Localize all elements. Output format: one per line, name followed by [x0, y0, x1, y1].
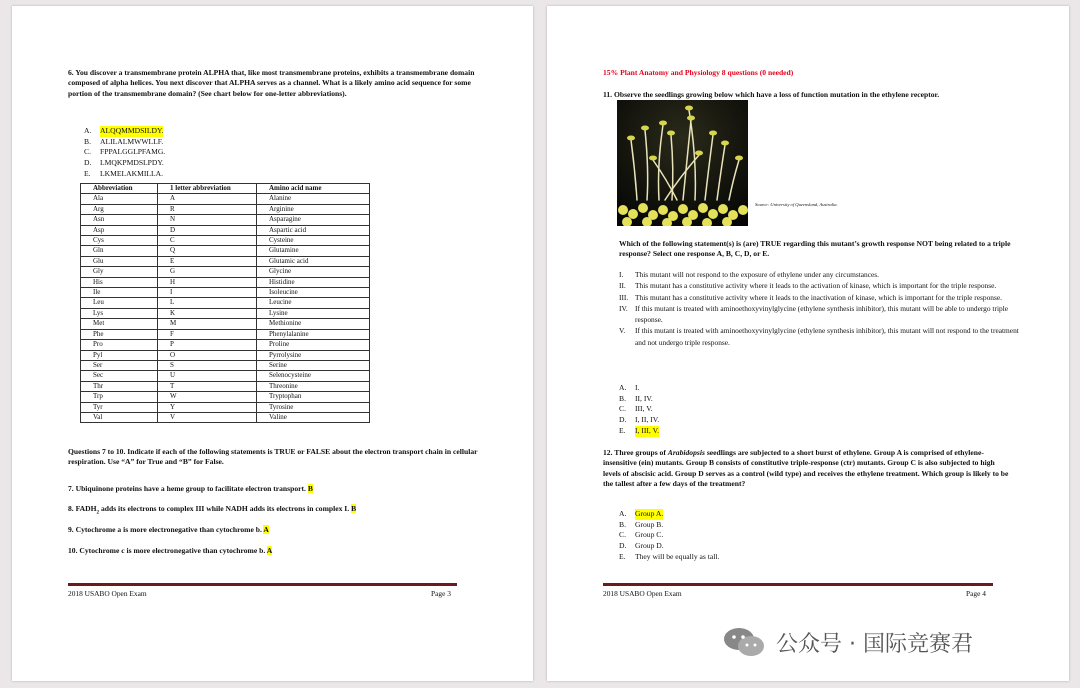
question-10-answer: A [266, 546, 273, 555]
question-6-option [84, 158, 165, 169]
table-cell: Cys [81, 236, 158, 246]
question-12-option-letter: D. [619, 541, 627, 551]
statement-text: This mutant will not respond to the exposure of ethylene under any circumstances. [635, 270, 880, 279]
table-cell: Ala [81, 194, 158, 204]
footer-page-number: Page 3 [431, 589, 451, 598]
table-cell: U [158, 371, 257, 381]
statement-number: V. [619, 326, 626, 336]
question-11-option-letter: B. [619, 393, 626, 403]
table-cell: M [158, 319, 257, 329]
table-cell: Cysteine [257, 236, 370, 246]
page-4 [547, 6, 1069, 681]
table-cell: Glycine [257, 267, 370, 277]
footer-exam-name: 2018 USABO Open Exam [603, 589, 682, 598]
statement-number: III. [619, 292, 629, 302]
table-cell: Glu [81, 256, 158, 266]
question-11-option-text: I, II, IV. [635, 415, 660, 425]
table-cell: A [158, 194, 257, 204]
question-8-text-b: adds its electrons to complex III while NADH adds its electrons in complex I. [99, 504, 350, 513]
table-cell: V [158, 412, 257, 422]
table-cell: O [158, 350, 257, 360]
wechat-icon [722, 626, 766, 658]
table-header-cell: Amino acid name [257, 184, 370, 194]
seedlings-photo [617, 100, 748, 226]
statement-text: If this mutant is treated with aminoethoxyvinylglycine (ethylene synthesis inhibitor), this mutant will be able to undergo triple response. [635, 303, 1009, 325]
question-11-option-text: I, III, V. [635, 425, 659, 435]
statement-number: II. [619, 281, 626, 291]
question-7-text: 7. Ubiquinone proteins have a heme group to facilitate electron transport. [68, 484, 306, 493]
table-row [81, 319, 370, 329]
question-6-option-text: ALILALMWWLLF. [100, 136, 164, 146]
question-12-option-text: They will be equally as tall. [635, 551, 720, 561]
statement-item [619, 303, 1024, 326]
table-row [81, 308, 370, 318]
table-cell: Tyrosine [257, 402, 370, 412]
table-row [81, 225, 370, 235]
table-cell: P [158, 340, 257, 350]
question-6-option-text: ALQQMMDSILDY. [100, 126, 164, 135]
question-12-option-text: Group B. [635, 519, 664, 529]
table-cell: Pyl [81, 350, 158, 360]
table-cell: E [158, 256, 257, 266]
question-11: 11. Observe the seedlings growing below which have a loss of function mutation in the ethylene receptor. [603, 90, 940, 99]
photo-caption: Source: University of Queensland, Australia. [755, 202, 838, 207]
table-cell: Tyr [81, 402, 158, 412]
question-11-option-letter: C. [619, 404, 626, 414]
question-6-text: 6. [68, 68, 74, 77]
question-6-option [84, 137, 165, 148]
table-cell: Lys [81, 308, 158, 318]
question-6-body: You discover a transmembrane protein ALPHA that, like most transmembrane proteins, exhibits a transmembrane domain composed of alpha helices. You next discover that ALPHA serves as a channel. What is a likely amino acid sequence for some portion of the transmembrane domain? (See chart below for one-letter abbreviations). [68, 68, 475, 98]
question-11-option-text: II, IV. [635, 393, 653, 403]
table-cell: Q [158, 246, 257, 256]
table-cell: H [158, 277, 257, 287]
table-cell: N [158, 215, 257, 225]
table-cell: Asp [81, 225, 158, 235]
question-11-options [619, 383, 659, 437]
table-cell: Phe [81, 329, 158, 339]
question-6-option-letter: B. [84, 136, 91, 146]
table-row [81, 246, 370, 256]
table-row [81, 288, 370, 298]
table-cell: Trp [81, 392, 158, 402]
table-row [81, 350, 370, 360]
watermark-text: 公众号 · 国际竞赛君 [776, 631, 973, 657]
table-row [81, 194, 370, 204]
question-11-option-text: III, V. [635, 404, 653, 414]
footer-rule [68, 583, 457, 586]
question-9 [68, 525, 269, 535]
question-12-option-letter: C. [619, 530, 626, 540]
question-6-option-text: FPPALGGLPFAMG. [100, 147, 166, 157]
question-6-option-text: LKMELAKMILLA. [100, 168, 164, 178]
question-11-option [619, 404, 659, 415]
question-6-option-letter: A. [84, 126, 92, 135]
table-cell: Lysine [257, 308, 370, 318]
question-12-option-letter: A. [619, 509, 627, 518]
question-12-options [619, 509, 719, 563]
question-7 [68, 484, 313, 494]
question-11-option-letter: A. [619, 383, 627, 392]
question-11-option [619, 426, 659, 437]
amino-acid-table [80, 183, 370, 423]
table-row [81, 340, 370, 350]
table-row [81, 402, 370, 412]
question-9-text: 9. Cytochrome a is more electronegative than cytochrome b. [68, 525, 262, 534]
table-cell: Glutamine [257, 246, 370, 256]
question-6 [68, 68, 478, 99]
table-row [81, 277, 370, 287]
table-cell: F [158, 329, 257, 339]
footer-rule [603, 583, 993, 586]
table-cell: Ile [81, 288, 158, 298]
question-6-option [84, 169, 165, 180]
table-row [81, 329, 370, 339]
table-cell: Serine [257, 360, 370, 370]
table-cell: Tryptophan [257, 392, 370, 402]
table-row [81, 412, 370, 422]
question-12-option-letter: E. [619, 551, 626, 561]
table-cell: Leucine [257, 298, 370, 308]
footer-exam-name: 2018 USABO Open Exam [68, 589, 147, 598]
table-row [81, 371, 370, 381]
table-cell: Gly [81, 267, 158, 277]
question-11-option-letter: D. [619, 415, 627, 425]
question-12-option-text: Group A. [635, 509, 664, 518]
table-cell: Asparagine [257, 215, 370, 225]
question-10-text: 10. Cytochrome c is more electronegative than cytochrome b. [68, 546, 266, 555]
question-6-option-text: LMQKPMDSLPDY. [100, 158, 164, 168]
table-cell: Ser [81, 360, 158, 370]
table-cell: Alanine [257, 194, 370, 204]
table-row [81, 267, 370, 277]
table-cell: Aspartic acid [257, 225, 370, 235]
table-cell: C [158, 236, 257, 246]
table-cell: Phenylalanine [257, 329, 370, 339]
question-12-option-text: Group C. [635, 530, 664, 540]
table-cell: Methionine [257, 319, 370, 329]
question-8 [68, 504, 356, 519]
table-cell: T [158, 381, 257, 391]
question-8-subscript: 2 [96, 510, 100, 516]
table-cell: Thr [81, 381, 158, 391]
table-row [81, 256, 370, 266]
table-cell: Arginine [257, 204, 370, 214]
statement-item [619, 325, 1024, 348]
question-6-option-letter: C. [84, 147, 91, 157]
page-3 [12, 6, 533, 681]
question-11-option-letter: E. [619, 425, 626, 435]
table-cell: Pyrrolysine [257, 350, 370, 360]
table-cell: Asn [81, 215, 158, 225]
question-12-option [619, 509, 719, 520]
table-cell: Glutamic acid [257, 256, 370, 266]
question-12 [603, 448, 1013, 490]
question-12-option-letter: B. [619, 519, 626, 529]
table-cell: His [81, 277, 158, 287]
table-cell: Pro [81, 340, 158, 350]
table-row [81, 236, 370, 246]
statement-text: If this mutant is treated with aminoethoxyvinylglycine (ethylene synthesis inhibitor), this mutant will not respond to the treatment and not undergo triple response. [635, 326, 1019, 347]
table-cell: W [158, 392, 257, 402]
statement-text: This mutant has a constitutive activity where it leads to the activation of kinase, which is important for the triple response. [635, 281, 997, 291]
table-row [81, 215, 370, 225]
footer-page-number: Page 4 [966, 589, 986, 598]
table-cell: Valine [257, 412, 370, 422]
question-7-answer: B [307, 484, 313, 493]
table-cell: Val [81, 412, 158, 422]
question-11-option [619, 415, 659, 426]
table-cell: Leu [81, 298, 158, 308]
question-6-option-letter: E. [84, 168, 91, 178]
table-cell: Histidine [257, 277, 370, 287]
table-cell: Gln [81, 246, 158, 256]
table-cell: Isoleucine [257, 288, 370, 298]
question-12-option [619, 552, 719, 563]
question-6-option [84, 126, 165, 137]
table-row [81, 360, 370, 370]
section-heading: 15% Plant Anatomy and Physiology 8 questions (0 needed) [603, 68, 794, 77]
table-cell: K [158, 308, 257, 318]
table-cell: I [158, 288, 257, 298]
statement-text: This mutant has a constitutive activity where it leads to the inactivation of kinase, which is important for the triple response. [635, 292, 1002, 302]
question-12-option-text: Group D. [635, 541, 664, 551]
question-12-text-b: seedlings are subjected to a short burst of ethylene. Group A is comprised of ethylene-insensitive (ein) mutants. Group B consists of constitutive triple-response (ctr) mutants. Group C is also subjected to high levels of abscisic acid. Group D serves as a control (wild type) and receives the ethylene treatment. Which group is likely to be the tallest after a few days of the treatment? [603, 448, 1009, 489]
question-11-statements [619, 269, 1024, 348]
question-9-answer: A [263, 525, 269, 534]
table-cell: D [158, 225, 257, 235]
table-cell: Sec [81, 371, 158, 381]
seedlings-image [617, 100, 748, 226]
question-12-option [619, 520, 719, 531]
statement-item [619, 280, 1024, 291]
question-12-text-a: Three groups of [614, 448, 668, 457]
table-row [81, 204, 370, 214]
statement-item [619, 269, 1024, 280]
table-cell: L [158, 298, 257, 308]
questions-7-10-intro: Questions 7 to 10. Indicate if each of the following statements is TRUE or FALSE about the electron transport chain in cellular respiration. Use “A” for True and “B” for False. [68, 447, 478, 467]
watermark [722, 626, 973, 658]
table-cell: S [158, 360, 257, 370]
table-cell: Y [158, 402, 257, 412]
table-cell: Arg [81, 204, 158, 214]
question-10 [68, 546, 272, 556]
statement-number: IV. [619, 303, 628, 313]
question-11-option [619, 383, 659, 394]
question-6-options [84, 126, 165, 180]
question-6-option [84, 147, 165, 158]
table-cell: Threonine [257, 381, 370, 391]
table-cell: R [158, 204, 257, 214]
statement-item [619, 292, 1024, 303]
question-12-option [619, 530, 719, 541]
question-12-option [619, 541, 719, 552]
table-header-cell: Abbreviation [81, 184, 158, 194]
table-cell: Proline [257, 340, 370, 350]
question-8-text-a: 8. FADH [68, 504, 97, 513]
statement-number: I. [619, 270, 624, 279]
table-cell: G [158, 267, 257, 277]
table-row [81, 381, 370, 391]
question-8-answer: B [351, 504, 357, 513]
question-12-number: 12. [603, 448, 613, 457]
table-header-cell: 1 letter abbreviation [158, 184, 257, 194]
question-12-species: Arabidopsis [667, 448, 705, 457]
table-cell: Met [81, 319, 158, 329]
table-row [81, 298, 370, 308]
question-11-option-text: I. [635, 383, 640, 392]
question-11-option [619, 394, 659, 405]
question-6-option-letter: D. [84, 158, 92, 168]
question-11-prompt: Which of the following statement(s) is (are) TRUE regarding this mutant’s growth response NOT being related to a triple response? Select one response A, B, C, D, or E. [619, 239, 1011, 259]
table-row [81, 392, 370, 402]
table-cell: Selenocysteine [257, 371, 370, 381]
